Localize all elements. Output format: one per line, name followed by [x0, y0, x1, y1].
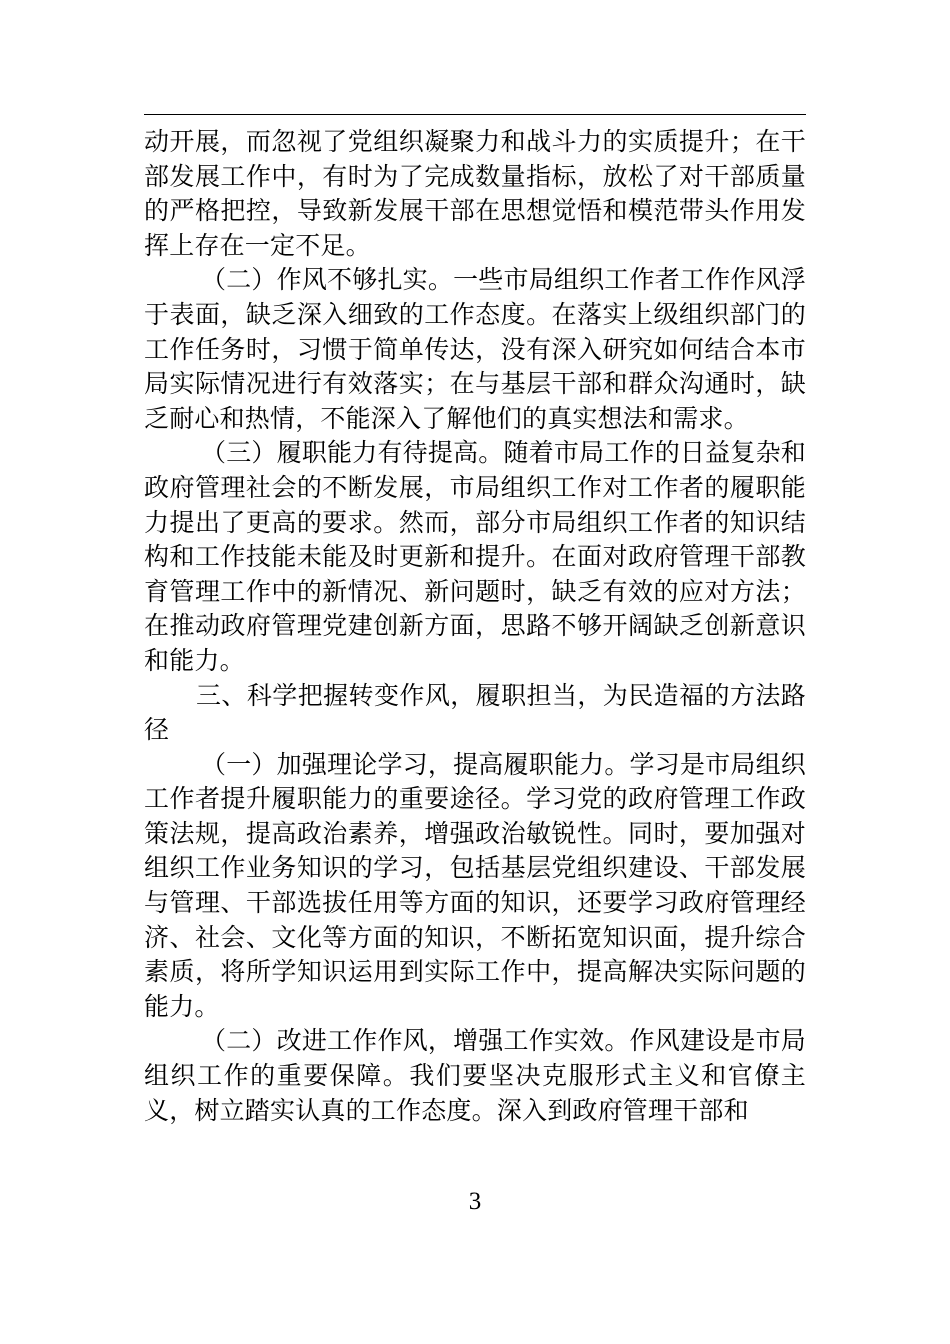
paragraph-improve-style: （二）改进工作作风，增强工作实效。作风建设是市局组织工作的重要保障。我们要坚决克服形式主义和官僚主义，树立踏实认真的工作态度。深入到政府管理干部和 [144, 1026, 806, 1125]
header-rule [144, 114, 806, 115]
paragraph-work-style: （二）作风不够扎实。一些市局组织工作者工作作风浮于表面，缺乏深入细致的工作态度。在落实上级组织部门的工作任务时，习惯于简单传达，没有深入研究如何结合本市局实际情况进行有效落实；在与基层干部和群众沟通时，缺乏耐心和热情，不能深入了解他们的真实想法和需求。 [144, 265, 806, 433]
page-number: 3 [468, 1188, 482, 1215]
paragraph-capability: （三）履职能力有待提高。随着市局工作的日益复杂和政府管理社会的不断发展，市局组织工作对工作者的履职能力提出了更高的要求。然而，部分市局组织工作者的知识结构和工作技能未能及时更新和提升。在面对政府管理干部教育管理工作中的新情况、新问题时，缺乏有效的应对方法；在推动政府管理党建创新方面，思路不够开阔缺乏创新意识和能力。 [144, 438, 806, 675]
paragraph-continuation: 动开展，而忽视了党组织凝聚力和战斗力的实质提升；在干部发展工作中，有时为了完成数量指标，放松了对干部质量的严格把控，导致新发展干部在思想觉悟和模范带头作用发挥上存在一定不足。 [144, 127, 806, 260]
paragraph-theory-study: （一）加强理论学习，提高履职能力。学习是市局组织工作者提升履职能力的重要途径。学习党的政府管理工作政策法规，提高政治素养，增强政治敏锐性。同时，要加强对组织工作业务知识的学习，包括基层党组织建设、干部发展与管理、干部选拔任用等方面的知识，还要学习政府管理经济、社会、文化等方面的知识，不断拓宽知识面，提升综合素质，将所学知识运用到实际工作中，提高解决实际问题的能力。 [144, 749, 806, 1021]
section-heading: 三、科学把握转变作风，履职担当，为民造福的方法路径 [144, 680, 806, 745]
body-text [144, 125, 806, 1128]
